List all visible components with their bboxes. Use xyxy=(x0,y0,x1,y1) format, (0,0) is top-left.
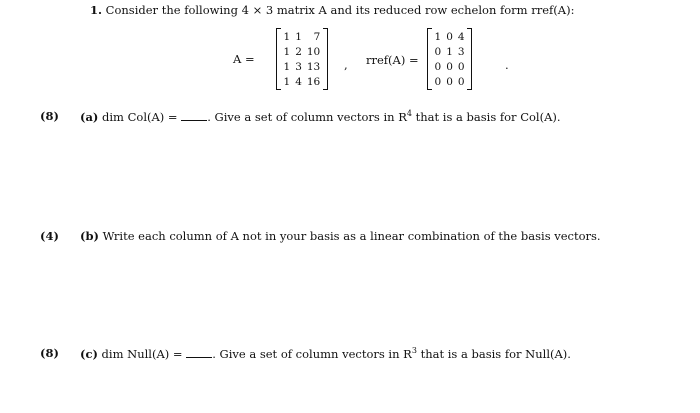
matrix-row xyxy=(432,74,467,89)
matrix-cell: 4 xyxy=(457,30,465,43)
part-c-prefix: dim Null(A) = xyxy=(101,346,183,361)
part-b-label: (b) xyxy=(80,229,99,243)
part-a-suffix: . Give a set of column vectors in R xyxy=(207,109,407,124)
rref-label: rref(A) = xyxy=(366,53,419,67)
matrix-cell: 1 xyxy=(446,45,453,58)
matrix-separator: , xyxy=(344,58,348,72)
part-c-label: (c) xyxy=(80,346,98,361)
matrix-cell: 2 xyxy=(295,45,302,58)
part-a-prefix: dim Col(A) = xyxy=(102,109,178,124)
matrix-cell: 10 xyxy=(306,45,321,58)
matrix-row xyxy=(281,44,323,59)
matrix-terminator: . xyxy=(505,58,509,72)
matrix-cell: 1 xyxy=(295,30,302,43)
part-c-suffix: . Give a set of column vectors in R xyxy=(212,346,412,361)
matrix-row xyxy=(432,44,467,59)
part-b xyxy=(80,229,601,243)
matrix-cell: 1 xyxy=(434,30,442,43)
part-c-points: (8) xyxy=(40,346,59,360)
matrix-cell: 0 xyxy=(434,75,442,88)
problem-header xyxy=(90,3,574,17)
part-a-label: (a) xyxy=(80,109,99,124)
part-c xyxy=(80,346,571,361)
matrix-cell: 3 xyxy=(295,60,302,73)
matrix-cell: 1 xyxy=(283,30,291,43)
matrix-cell: 0 xyxy=(446,30,453,43)
matrix-cell: 16 xyxy=(306,75,321,88)
matrix-cell: 4 xyxy=(295,75,302,88)
matrix-a-label: A = xyxy=(233,52,255,66)
problem-number: 1. xyxy=(90,3,103,17)
matrix-cell: 1 xyxy=(283,45,291,58)
matrix-row xyxy=(281,59,323,74)
matrix-row xyxy=(281,74,323,89)
part-a-tail: that is a basis for Col(A). xyxy=(411,109,561,124)
matrix-a xyxy=(276,28,328,90)
matrix-cell: 0 xyxy=(434,45,442,58)
matrix-cell: 0 xyxy=(434,60,442,73)
matrix-row xyxy=(432,29,467,44)
part-a-points: (8) xyxy=(40,109,59,123)
part-c-tail: that is a basis for Null(A). xyxy=(416,346,571,361)
part-b-points: (4) xyxy=(40,229,59,243)
answer-blank[interactable] xyxy=(186,347,212,358)
matrix-rref xyxy=(427,28,472,90)
matrix-cell: 7 xyxy=(313,30,321,43)
matrix-cell: 13 xyxy=(306,60,321,73)
matrix-cell: 0 xyxy=(446,60,453,73)
matrix-cell: 1 xyxy=(283,60,291,73)
part-a-superscript: 4 xyxy=(406,109,412,118)
problem-intro: Consider the following 4 × 3 matrix A and its reduced row echelon form rref(A): xyxy=(105,3,575,17)
part-b-text: Write each column of A not in your basis as a linear combination of the basis vectors. xyxy=(102,229,601,243)
matrix-row xyxy=(432,59,467,74)
part-c-superscript: 3 xyxy=(411,346,417,355)
matrix-cell: 3 xyxy=(457,45,465,58)
matrix-cell: 0 xyxy=(446,75,453,88)
answer-blank[interactable] xyxy=(181,110,207,121)
matrix-cell: 1 xyxy=(283,75,291,88)
matrix-cell: 0 xyxy=(457,60,465,73)
part-a xyxy=(80,109,561,124)
matrix-cell: 0 xyxy=(457,75,465,88)
matrix-row xyxy=(281,29,323,44)
